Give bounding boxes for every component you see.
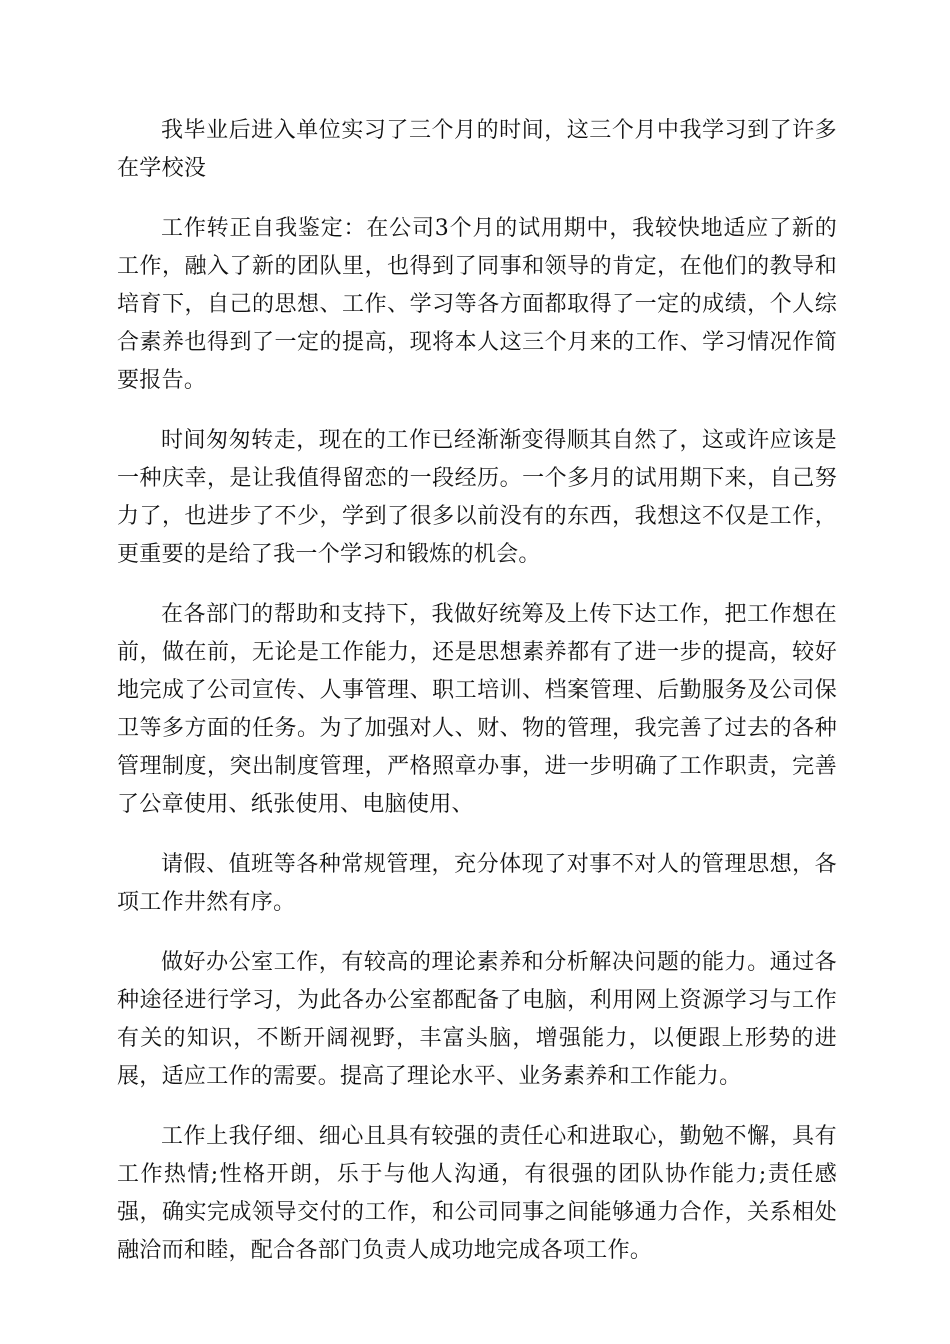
document-body [117,112,837,1292]
paragraph-7: 工作上我仔细、细心且具有较强的责任心和进取心，勤勉不懈，具有工作热情;性格开朗，乐于与他人沟通，有很强的团队协作能力;责任感强，确实完成领导交付的工作，和公司同事之间能够通力合作，关系相处融洽而和睦，配合各部门负责人成功地完成各项工作。 [117,1124,837,1263]
paragraph-5: 请假、值班等各种常规管理，充分体现了对事不对人的管理思想，各项工作井然有序。 [117,852,837,915]
paragraph-6: 做好办公室工作，有较高的理论素养和分析解决问题的能力。通过各种途径进行学习，为此各办公室都配备了电脑，利用网上资源学习与工作有关的知识，不断开阔视野，丰富头脑，增强能力，以便跟上形势的进展，适应工作的需要。提高了理论水平、业务素养和工作能力。 [117,950,837,1089]
paragraph-4: 在各部门的帮助和支持下，我做好统筹及上传下达工作，把工作想在前，做在前，无论是工作能力，还是思想素养都有了进一步的提高，较好地完成了公司宣传、人事管理、职工培训、档案管理、后勤服务及公司保卫等多方面的任务。为了加强对人、财、物的管理，我完善了过去的各种管理制度，突出制度管理，严格照章办事，进一步明确了工作职责，完善了公章使用、纸张使用、电脑使用、 [117,602,837,817]
paragraph-1: 我毕业后进入单位实习了三个月的时间，这三个月中我学习到了许多在学校没 [117,118,837,181]
paragraph-3: 时间匆匆转走，现在的工作已经渐渐变得顺其自然了，这或许应该是一种庆幸，是让我值得留恋的一段经历。一个多月的试用期下来，自己努力了，也进步了不少，学到了很多以前没有的东西，我想这不仅是工作，更重要的是给了我一个学习和锻炼的机会。 [117,428,837,567]
paragraph-2: 工作转正自我鉴定：在公司3个月的试用期中，我较快地适应了新的工作，融入了新的团队里，也得到了同事和领导的肯定，在他们的教导和培育下，自己的思想、工作、学习等各方面都取得了一定的成绩，个人综合素养也得到了一定的提高，现将本人这三个月来的工作、学习情况作简要报告。 [117,216,837,393]
